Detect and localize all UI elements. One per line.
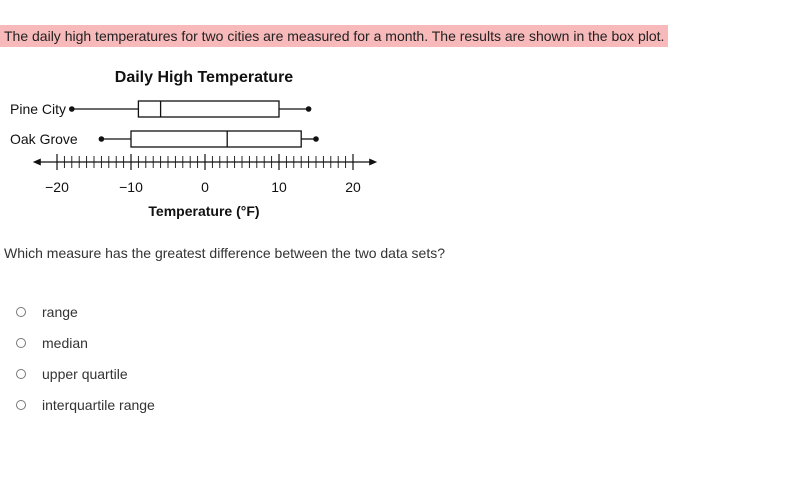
radio-button[interactable] xyxy=(16,400,26,410)
axis-arrow-left xyxy=(33,159,41,166)
x-axis-label: Temperature (°F) xyxy=(148,203,260,219)
option-label: upper quartile xyxy=(42,365,128,382)
tick-label: −10 xyxy=(119,179,143,195)
option-label: interquartile range xyxy=(42,396,155,413)
series-label: Oak Grove xyxy=(10,131,78,147)
option-range[interactable] xyxy=(0,296,400,327)
axis-arrow-right xyxy=(369,159,377,166)
max-point xyxy=(313,136,319,142)
question-text: Which measure has the greatest difference between the two data sets? xyxy=(4,245,445,261)
min-point xyxy=(99,136,105,142)
option-label: median xyxy=(42,334,88,351)
box-plot xyxy=(0,58,400,228)
option-median[interactable] xyxy=(0,327,400,358)
max-point xyxy=(306,106,312,112)
box-plot-svg xyxy=(0,58,400,228)
tick-label: −20 xyxy=(45,179,69,195)
iqr-box xyxy=(138,101,279,117)
answer-options xyxy=(0,296,400,420)
option-label: range xyxy=(42,303,78,320)
radio-button[interactable] xyxy=(16,369,26,379)
question-prompt: The daily high temperatures for two cities are measured for a month. The results are shown in the box plot. xyxy=(0,25,668,47)
option-interquartile-range[interactable] xyxy=(0,389,400,420)
chart-title: Daily High Temperature xyxy=(114,69,294,86)
tick-label: 20 xyxy=(345,179,361,195)
tick-label: 0 xyxy=(201,179,209,195)
min-point xyxy=(69,106,75,112)
tick-label: 10 xyxy=(271,179,287,195)
series-label: Pine City xyxy=(10,101,67,117)
option-upper-quartile[interactable] xyxy=(0,358,400,389)
iqr-box xyxy=(131,131,301,147)
radio-button[interactable] xyxy=(16,307,26,317)
radio-button[interactable] xyxy=(16,338,26,348)
